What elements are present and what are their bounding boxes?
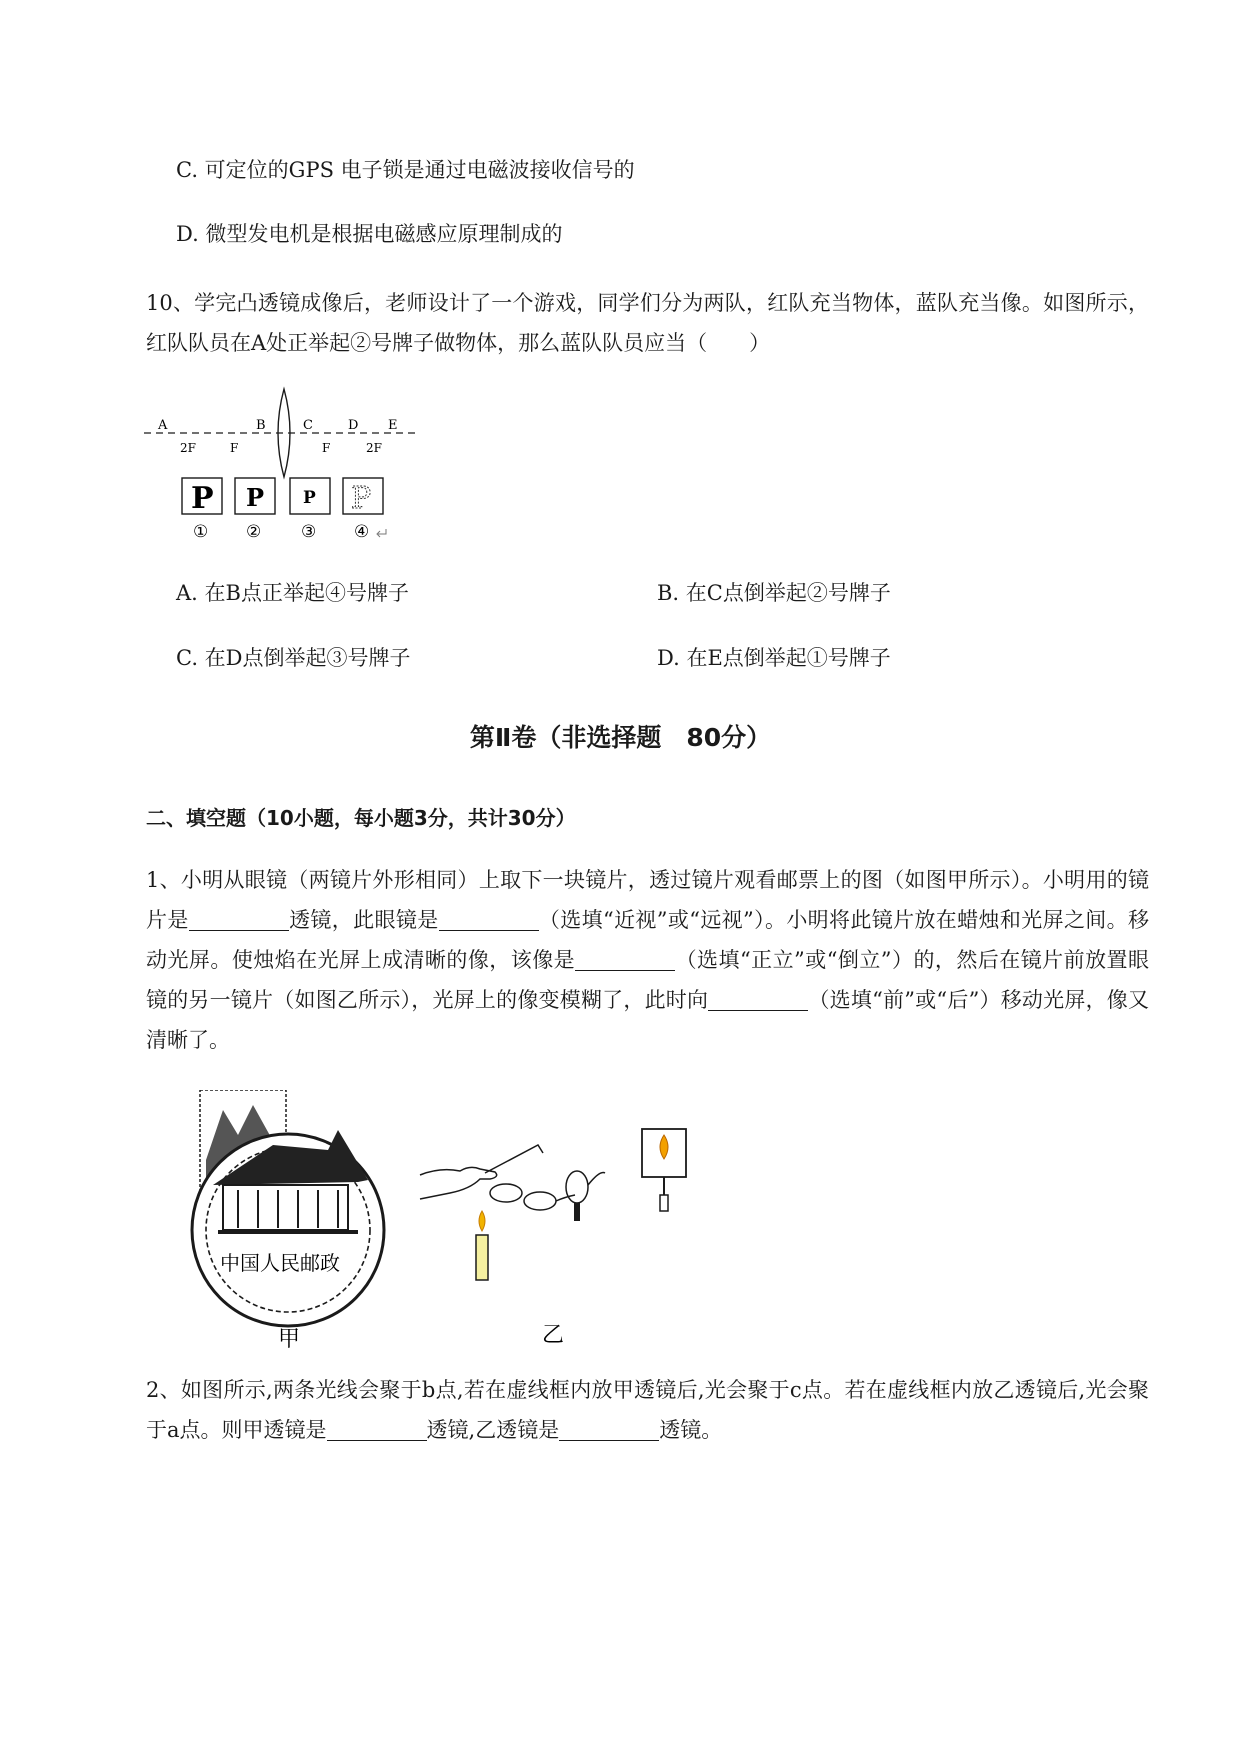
mark-f-left: F bbox=[230, 441, 239, 455]
figure-label-yi: 乙 bbox=[542, 1323, 565, 1348]
stamp-magnifier-figure bbox=[178, 1090, 398, 1350]
magnified-house-wall bbox=[223, 1185, 348, 1230]
figure-label-jia: 甲 bbox=[278, 1327, 301, 1350]
screen-stand bbox=[660, 1195, 668, 1211]
question-10-text: 10、学完凸透镜成像后，老师设计了一个游戏，同学们分为两队，红队充当物体，蓝队充当像。如图所示，红队队员在A处正举起②号牌子做物体，那么蓝队队员应当（ ） bbox=[146, 291, 1149, 355]
point-label-c: C bbox=[303, 418, 313, 433]
option-c-q10: C. 在D点倒举起③号牌子 bbox=[176, 646, 411, 670]
candle-body bbox=[476, 1235, 488, 1280]
card-1-letter: P bbox=[191, 481, 214, 516]
answer-blank-1 bbox=[189, 910, 289, 931]
mark-f-right: F bbox=[322, 441, 331, 455]
point-label-b: B bbox=[256, 418, 266, 433]
card-2-number: ② bbox=[246, 522, 262, 542]
card-1-number: ① bbox=[193, 522, 209, 542]
answer-blank-4 bbox=[708, 990, 808, 1011]
option-c-q9: C. 可定位的GPS 电子锁是通过电磁波接收信号的 bbox=[176, 158, 635, 182]
answer-blank-3 bbox=[575, 950, 675, 971]
candle-flame-icon bbox=[479, 1211, 485, 1231]
fill-in-section-subtitle: 二、填空题（10小题，每小题3分，共计30分） bbox=[146, 806, 576, 830]
option-a-q10: A. 在B点正举起④号牌子 bbox=[176, 581, 409, 605]
q2-text-part1: 2、如图所示,两条光线会聚于b点,若在虚线框内放甲透镜后,光会聚于c点。若在虚线框内放乙透镜后,光会聚于a点。则甲透镜是 bbox=[146, 1378, 1149, 1442]
point-label-d: D bbox=[348, 418, 359, 433]
q2-text-part3: 透镜。 bbox=[659, 1418, 723, 1442]
answer-blank-2 bbox=[439, 910, 539, 931]
card-3-letter: P bbox=[303, 488, 316, 508]
q1-text-part1: 1、小明从眼镜（两镜片外形相同）上取下一块镜片，透过镜片观看邮票上的图（如图甲所示）。小明用的镜片是 bbox=[146, 868, 1149, 932]
option-d-q10: D. 在E点倒举起①号牌子 bbox=[657, 646, 891, 670]
glasses-candle-figure bbox=[410, 1125, 710, 1350]
lens-stand bbox=[574, 1203, 580, 1221]
option-b-q10: B. 在C点倒举起②号牌子 bbox=[657, 581, 891, 605]
option-d-q9: D. 微型发电机是根据电磁感应原理制成的 bbox=[176, 222, 563, 246]
stamp-postal-text: 中国人民邮政 bbox=[220, 1251, 340, 1275]
glasses-lens-right bbox=[524, 1192, 556, 1210]
answer-blank-5 bbox=[327, 1420, 427, 1441]
mark-2f-right: 2F bbox=[366, 441, 382, 455]
point-label-a: A bbox=[158, 418, 168, 433]
lens-diagram bbox=[140, 385, 420, 545]
q1-text-part3: （选填“近视”或“远视”）。小明将此镜片放在蜡烛和光屏之间。移动光屏。使烛焰在光屏上成清晰的像，该像是 bbox=[146, 908, 1150, 972]
answer-blank-6 bbox=[559, 1420, 659, 1441]
point-label-e: E bbox=[388, 418, 398, 433]
card-3-number: ③ bbox=[301, 522, 317, 542]
return-mark-icon bbox=[377, 529, 386, 537]
glasses-lens-left bbox=[490, 1184, 522, 1202]
q1-text-part2: 透镜，此眼镜是 bbox=[288, 908, 439, 932]
glasses-arm bbox=[485, 1145, 543, 1173]
q2-text-part2: 透镜,乙透镜是 bbox=[426, 1418, 560, 1442]
fill-question-2 bbox=[146, 1370, 1149, 1450]
mark-2f-left: 2F bbox=[180, 441, 196, 455]
card-4-number: ④ bbox=[354, 522, 370, 542]
q1-text-part4: （选填“正立”或“倒立”）的，然后在镜片前放置眼镜的另一镜片（如图乙所示），光屏上的像变模糊了，此时向 bbox=[146, 948, 1150, 1012]
card-4-letter: P bbox=[351, 481, 372, 516]
q1-text-part5: （选填“前”或“后”）移动光屏，像又清晰了。 bbox=[146, 988, 1149, 1052]
card-2-letter: P bbox=[246, 483, 265, 512]
fill-question-1 bbox=[146, 860, 1149, 1060]
section-2-title: 第Ⅱ卷（非选择题 80分） bbox=[469, 723, 772, 752]
single-lens bbox=[566, 1171, 588, 1203]
